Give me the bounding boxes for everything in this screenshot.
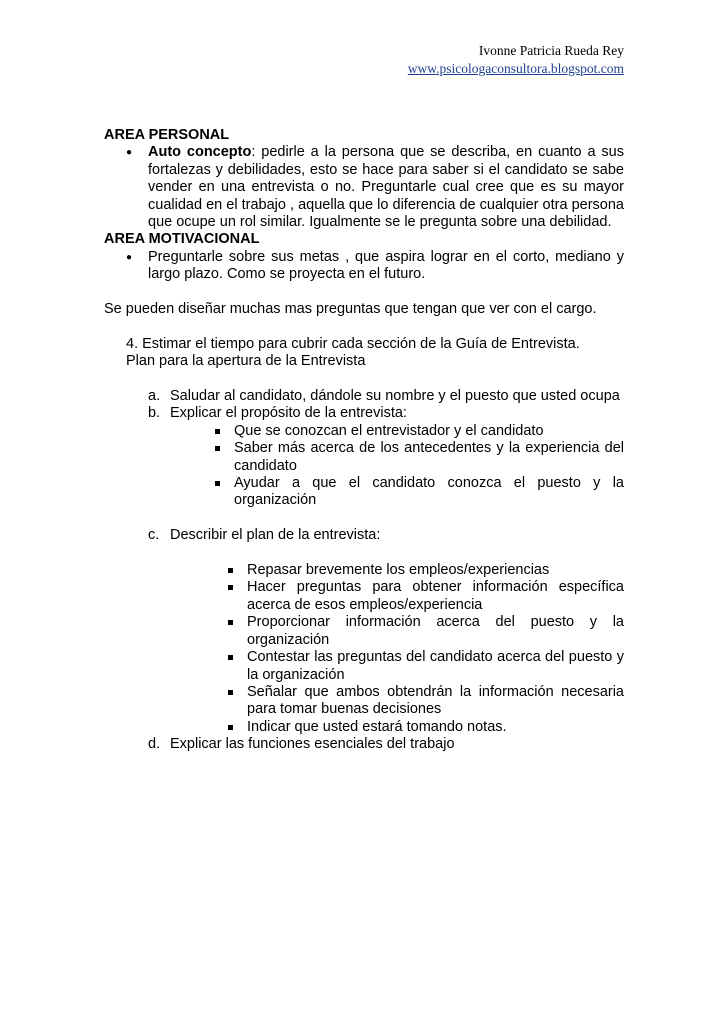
area-motivacional-heading: AREA MOTIVACIONAL xyxy=(104,231,260,248)
sub-item-b-3: Ayudar a que el candidato conozca el puesto y la organización xyxy=(104,475,624,510)
list-item-b-text: Explicar el propósito de la entrevista: xyxy=(170,405,407,422)
list-item-a-text: Saludar al candidato, dándole su nombre y el puesto que usted ocupa xyxy=(170,388,620,405)
sub-item-c-3: Proporcionar información acerca del puesto y la organización xyxy=(104,614,624,649)
proposito-sublist xyxy=(104,423,624,510)
header-url-link[interactable]: www.psicologaconsultora.blogspot.com xyxy=(407,61,624,76)
list-marker-b: b. xyxy=(148,405,161,422)
list-marker-a: a. xyxy=(148,388,161,405)
page-header xyxy=(408,42,624,78)
sub-item-c-6: Indicar que usted estará tomando notas. xyxy=(104,719,624,736)
apertura-title: Plan para la apertura de la Entrevista xyxy=(126,353,366,370)
area-personal-heading: AREA PERSONAL xyxy=(104,127,230,143)
auto-concepto-text: : pedirle a la persona que se describa, en cuanto a sus fortalezas y debilidades, esto se hace para saber si el candidato se sabe vender en una entrevista o no. Preguntarle cual cree que es su mayor cualidad en el trabajo , aquella que lo diferencia de cualquier otra persona que ocupe un rol similar. Igualmente se le pregunta sobre una debilidad. xyxy=(148,144,624,231)
sub-item-c-4: Contestar las preguntas del candidato acerca del puesto y la organización xyxy=(104,649,624,684)
sub-item-b-1: Que se conozcan el entrevistador y el candidato xyxy=(104,423,624,440)
header-author: Ivonne Patricia Rueda Rey xyxy=(478,43,624,58)
sub-item-c-5: Señalar que ambos obtendrán la información necesaria para tomar buenas decisiones xyxy=(104,684,624,719)
sub-item-b-2: Saber más acerca de los antecedentes y la experiencia del candidato xyxy=(104,440,624,475)
sub-item-c-2: Hacer preguntas para obtener información específica acerca de esos empleos/experiencia xyxy=(104,579,624,614)
area-personal-list xyxy=(104,144,624,231)
item-4-block xyxy=(104,336,624,371)
list-item-a xyxy=(104,388,624,405)
item-4-title: 4. Estimar el tiempo para cubrir cada sección de la Guía de Entrevista. xyxy=(126,335,580,352)
list-item-metas: ● Preguntarle sobre sus metas , que aspira lograr en el corto, mediano y largo plazo. Como se proyecta en el futuro. xyxy=(104,249,624,284)
list-item-c xyxy=(104,527,624,544)
list-item-d xyxy=(104,736,624,753)
cargo-paragraph: Se pueden diseñar muchas mas preguntas que tengan que ver con el cargo. xyxy=(104,301,597,318)
sub-item-c-1: Repasar brevemente los empleos/experiencias xyxy=(104,562,624,579)
list-item-auto-concepto xyxy=(104,144,624,231)
list-item-d-text: Explicar las funciones esenciales del trabajo xyxy=(170,736,455,753)
plan-sublist xyxy=(104,562,624,736)
list-marker-c: c. xyxy=(148,527,160,544)
list-item-b xyxy=(104,405,624,422)
list-item-c-text: Describir el plan de la entrevista: xyxy=(170,527,381,544)
auto-concepto-term: Auto concepto xyxy=(148,144,252,161)
area-motivacional-list xyxy=(104,249,624,284)
document-body xyxy=(104,127,624,754)
list-marker-d: d. xyxy=(148,736,161,753)
